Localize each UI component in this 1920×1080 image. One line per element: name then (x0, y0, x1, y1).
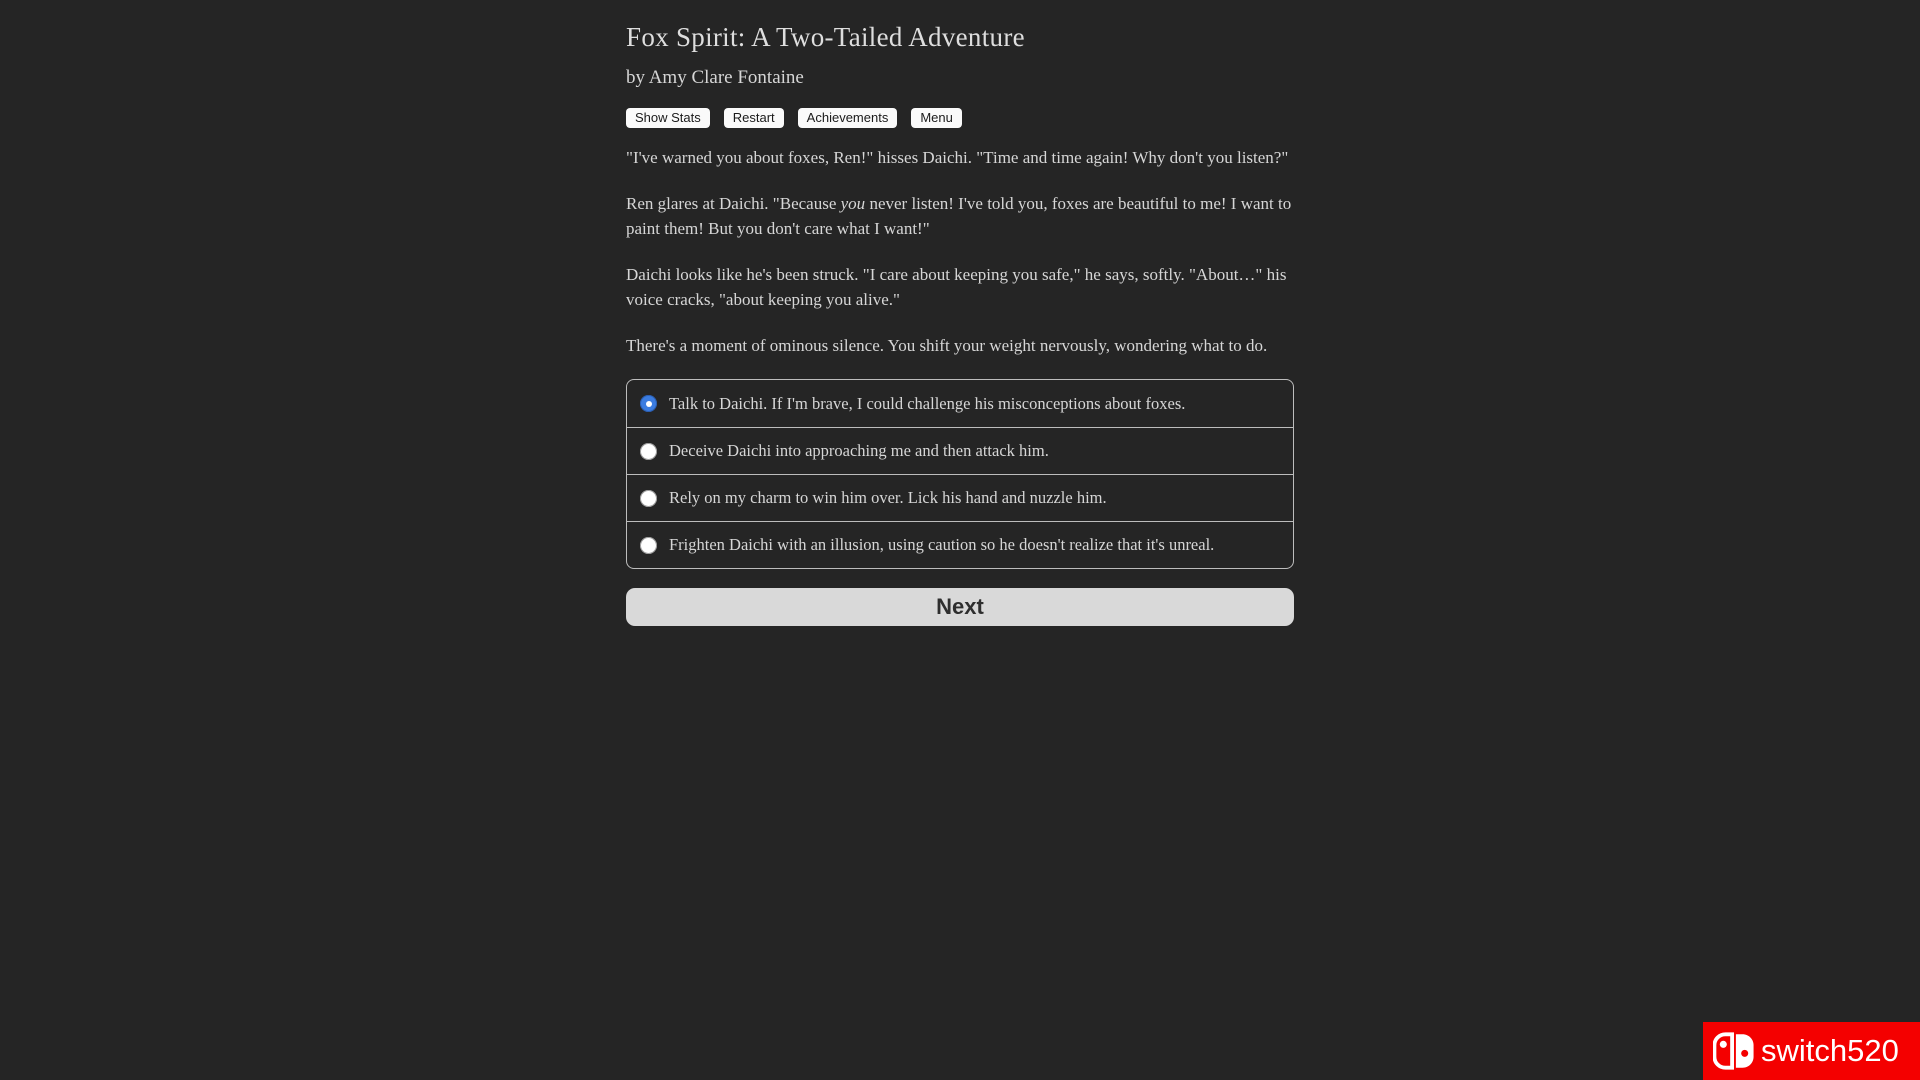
game-content (626, 0, 1294, 626)
story-paragraph-2-pre: Ren glares at Daichi. "Because (626, 194, 841, 213)
nintendo-switch-icon (1713, 1031, 1755, 1071)
choice-option-1[interactable] (627, 380, 1293, 427)
choice-option-label: Rely on my charm to win him over. Lick his hand and nuzzle him. (669, 488, 1107, 507)
author-byline: by Amy Clare Fontaine (626, 67, 804, 88)
story-paragraph-2-emphasis: you (840, 194, 866, 213)
choice-option-4[interactable] (627, 521, 1293, 568)
choice-option-label: Deceive Daichi into approaching me and then attack him. (669, 441, 1049, 460)
story-paragraph-2-post: never listen! I've told you, foxes are beautiful to me! I want to paint them! But you don't care what I want!" (626, 194, 1292, 238)
story-text (626, 145, 1294, 358)
story-paragraph-3: Daichi looks like he's been struck. "I care about keeping you safe," he says, softly. "About…" his voice cracks, "about keeping you alive." (626, 265, 1287, 309)
story-paragraph-1: "I've warned you about foxes, Ren!" hisses Daichi. "Time and time again! Why don't you listen?" (626, 148, 1289, 167)
choice-option-label: Frighten Daichi with an illusion, using caution so he doesn't realize that it's unreal. (669, 535, 1215, 554)
choice-list (626, 379, 1294, 569)
toolbar (626, 108, 1294, 128)
next-button[interactable]: Next (626, 588, 1294, 626)
watermark-label: switch520 (1761, 1033, 1899, 1068)
radio-button-icon[interactable] (640, 537, 657, 554)
achievements-button[interactable]: Achievements (798, 108, 898, 128)
radio-button-icon[interactable] (640, 443, 657, 460)
switch520-watermark (1703, 1022, 1920, 1080)
choice-option-label: Talk to Daichi. If I'm brave, I could challenge his misconceptions about foxes. (669, 393, 1186, 413)
page-title: Fox Spirit: A Two-Tailed Adventure (626, 22, 1025, 52)
menu-button[interactable]: Menu (911, 108, 962, 128)
choice-option-2[interactable] (627, 427, 1293, 474)
story-paragraph-2 (626, 191, 1294, 241)
choice-option-3[interactable] (627, 474, 1293, 521)
radio-button-icon[interactable] (640, 395, 657, 412)
radio-button-icon[interactable] (640, 490, 657, 507)
story-paragraph-4: There's a moment of ominous silence. You shift your weight nervously, wondering what to do. (626, 336, 1268, 355)
restart-button[interactable]: Restart (724, 108, 784, 128)
show-stats-button[interactable]: Show Stats (626, 108, 710, 128)
